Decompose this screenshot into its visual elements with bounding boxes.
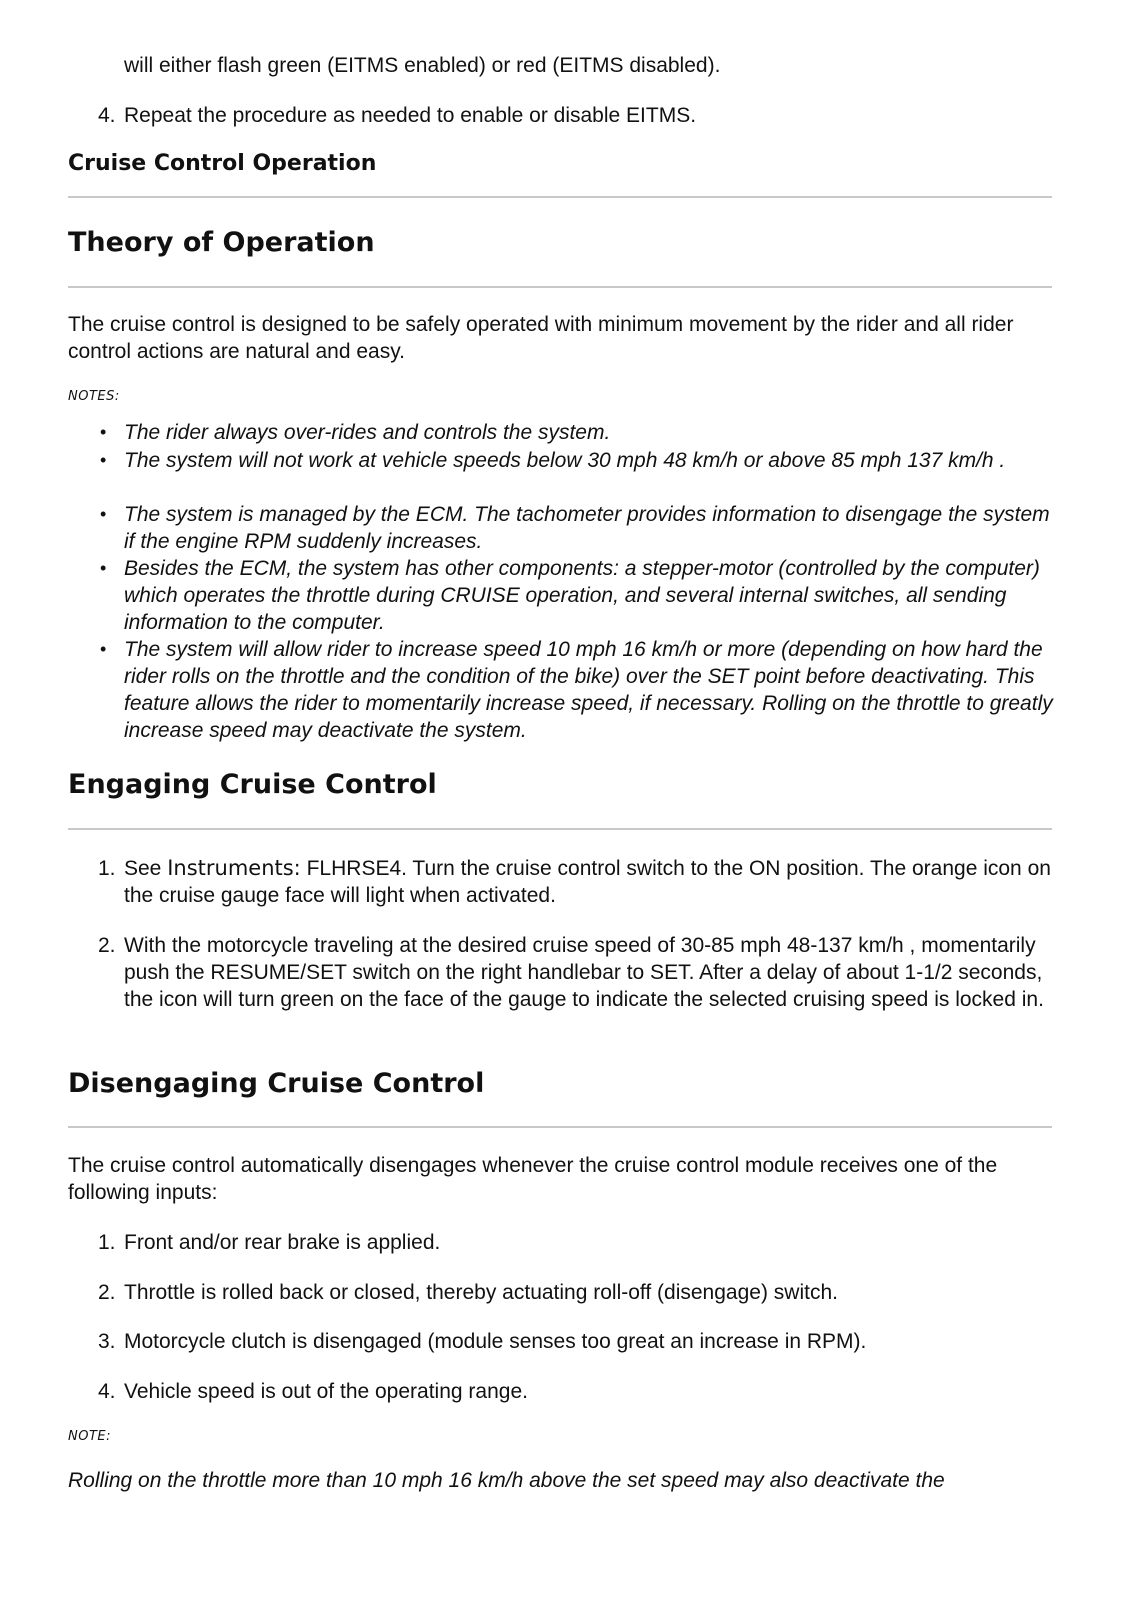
step-number: 2.	[98, 1281, 116, 1304]
note-item: The system will not work at vehicle speeds below 30 mph 48 km/h or above 85 mph 137 km/h .	[124, 449, 1006, 472]
note-item: The rider always over-rides and controls the system.	[124, 421, 611, 444]
theory-heading: Theory of Operation	[68, 227, 375, 258]
divider	[68, 196, 1052, 198]
notes-label: NOTES:	[68, 389, 120, 404]
divider	[68, 828, 1052, 830]
step-number: 2.	[98, 934, 116, 957]
bullet-icon: •	[100, 504, 107, 524]
bullet-icon: •	[100, 450, 107, 470]
instruments-reference-link[interactable]: Instruments:	[167, 856, 301, 880]
continued-step-text: will either flash green (EITMS enabled) or red (EITMS disabled).	[124, 54, 721, 77]
note-item: The system is managed by the ECM. The tachometer provides information to disengage the system if the engine RPM suddenly increases.	[124, 503, 1050, 553]
divider	[68, 1126, 1052, 1128]
theory-paragraph: The cruise control is designed to be safely operated with minimum movement by the rider and all rider control actions are natural and easy.	[68, 313, 1014, 363]
bullet-icon: •	[100, 558, 107, 578]
cruise-control-heading: Cruise Control Operation	[68, 151, 377, 176]
disengage-input: Throttle is rolled back or closed, thereby actuating roll-off (disengage) switch.	[124, 1281, 838, 1304]
disengage-input: Front and/or rear brake is applied.	[124, 1231, 441, 1254]
note-item: Besides the ECM, the system has other components: a stepper-motor (controlled by the computer) which operates the throttle during CRUISE operation, and several internal switches, all sending information to the computer.	[124, 557, 1040, 634]
engaging-heading: Engaging Cruise Control	[68, 769, 437, 800]
divider	[68, 286, 1052, 288]
disengage-input: Vehicle speed is out of the operating range.	[124, 1380, 528, 1403]
engaging-step-2: With the motorcycle traveling at the desired cruise speed of 30-85 mph 48-137 km/h , momentarily push the RESUME/SET switch on the right handlebar to SET. After a delay of about 1-1/2 seconds, the icon will turn green on the face of the gauge to indicate the selected cruising speed is locked in.	[124, 934, 1044, 1011]
disengage-input: Motorcycle clutch is disengaged (module senses too great an increase in RPM).	[124, 1330, 867, 1353]
step-text: FLHRSE4. Turn the cruise control switch to the ON position. The orange icon on the cruise gauge face will light when activated.	[124, 857, 1051, 907]
bullet-icon: •	[100, 639, 107, 659]
step-see-text: See	[124, 857, 168, 880]
step-number: 3.	[98, 1330, 116, 1353]
disengaging-paragraph: The cruise control automatically disengages whenever the cruise control module receives one of the following inputs:	[68, 1154, 998, 1204]
step-number: 1.	[98, 857, 116, 880]
note-item: The system will allow rider to increase speed 10 mph 16 km/h or more (depending on how hard the rider rolls on the throttle and the condition of the bike) over the SET point before deactivating. This feature allows the rider to momentarily increase speed, if necessary. Rolling on the throttle to greatly increase speed may deactivate the system.	[124, 638, 1053, 742]
step-number: 1.	[98, 1231, 116, 1254]
step-number: 4.	[98, 1380, 116, 1403]
engaging-step-1	[124, 855, 1059, 909]
disengaging-heading: Disengaging Cruise Control	[68, 1068, 485, 1099]
step-text: Repeat the procedure as needed to enable or disable EITMS.	[124, 104, 697, 127]
step-number: 4.	[98, 104, 116, 127]
note-label: NOTE:	[68, 1429, 111, 1444]
note-text: Rolling on the throttle more than 10 mph 16 km/h above the set speed may also deactivate the	[68, 1469, 945, 1492]
bullet-icon: •	[100, 422, 107, 442]
